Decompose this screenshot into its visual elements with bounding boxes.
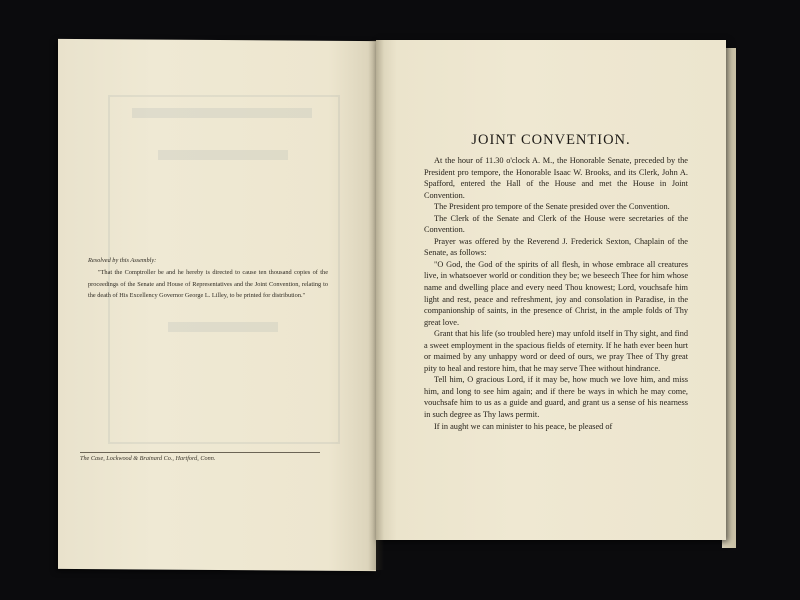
paragraph: At the hour of 11.30 o'clock A. M., the Honorable Senate, preceded by the President pro tempore, the Honorable Isaac W. Brooks, and its Clerk, John A. Spafford, entered the Hall of the House and met the House in Joint Convention. <box>424 156 688 200</box>
show-through-line <box>168 322 278 332</box>
paragraph: "O God, the God of the spirits of all flesh, in whose embrace all creatures live, in whatsoever world or condition they be; we beseech Thee for him whose name and dwelling place and every need Thou knowest; Lord, vouchsafe him light and rest, peace and refreshment, joy and consolation in Paradise, in the companionship of saints, in the presence of Christ, in the ample folds of Thy great love. <box>424 259 688 327</box>
paragraph: Grant that his life (so troubled here) may unfold itself in Thy sight, and find a sweet employment in the spacious fields of eternity. If he hath ever been hurt or maimed by any unhappy word or deed of ours, we pray Thee of Thy great pity to heal and restore him, that he may serve Thee without hindrance. <box>424 329 688 373</box>
show-through-line <box>132 108 312 118</box>
paragraph: Prayer was offered by the Reverend J. Frederick Sexton, Chaplain of the Senate, as follows: <box>424 236 688 258</box>
paragraph: Tell him, O gracious Lord, if it may be, how much we love him, and miss him, and long to see him again; and if there be ways in which he may come, vouchsafe him to us as a guide and guard, and grant us a sense of his nearness in such degree as Thy laws permit. <box>424 375 688 420</box>
resolution-text <box>88 255 328 302</box>
printer-imprint: The Case, Lockwood & Brainard Co., Hartford, Conn. <box>80 452 320 462</box>
resolution-heading: Resolved by this Assembly: <box>88 257 157 264</box>
book-gutter <box>368 40 384 570</box>
paragraph: The President pro tempore of the Senate presided over the Convention. <box>434 202 670 212</box>
body-text <box>424 155 688 432</box>
paragraph: If in aught we can minister to his peace, be pleased of <box>434 421 613 431</box>
show-through-line <box>158 150 288 160</box>
page-title: JOINT CONVENTION. <box>471 132 631 148</box>
resolution-body: "That the Comptroller be and he hereby is directed to cause ten thousand copies of the proceedings of the Senate and House of Representatives and the Joint Convention, relating to the death of His Excellency Governor George L. Lilley, to be printed for distribution." <box>88 268 328 300</box>
paragraph: The Clerk of the Senate and Clerk of the House were secretaries of the Convention. <box>424 213 688 235</box>
